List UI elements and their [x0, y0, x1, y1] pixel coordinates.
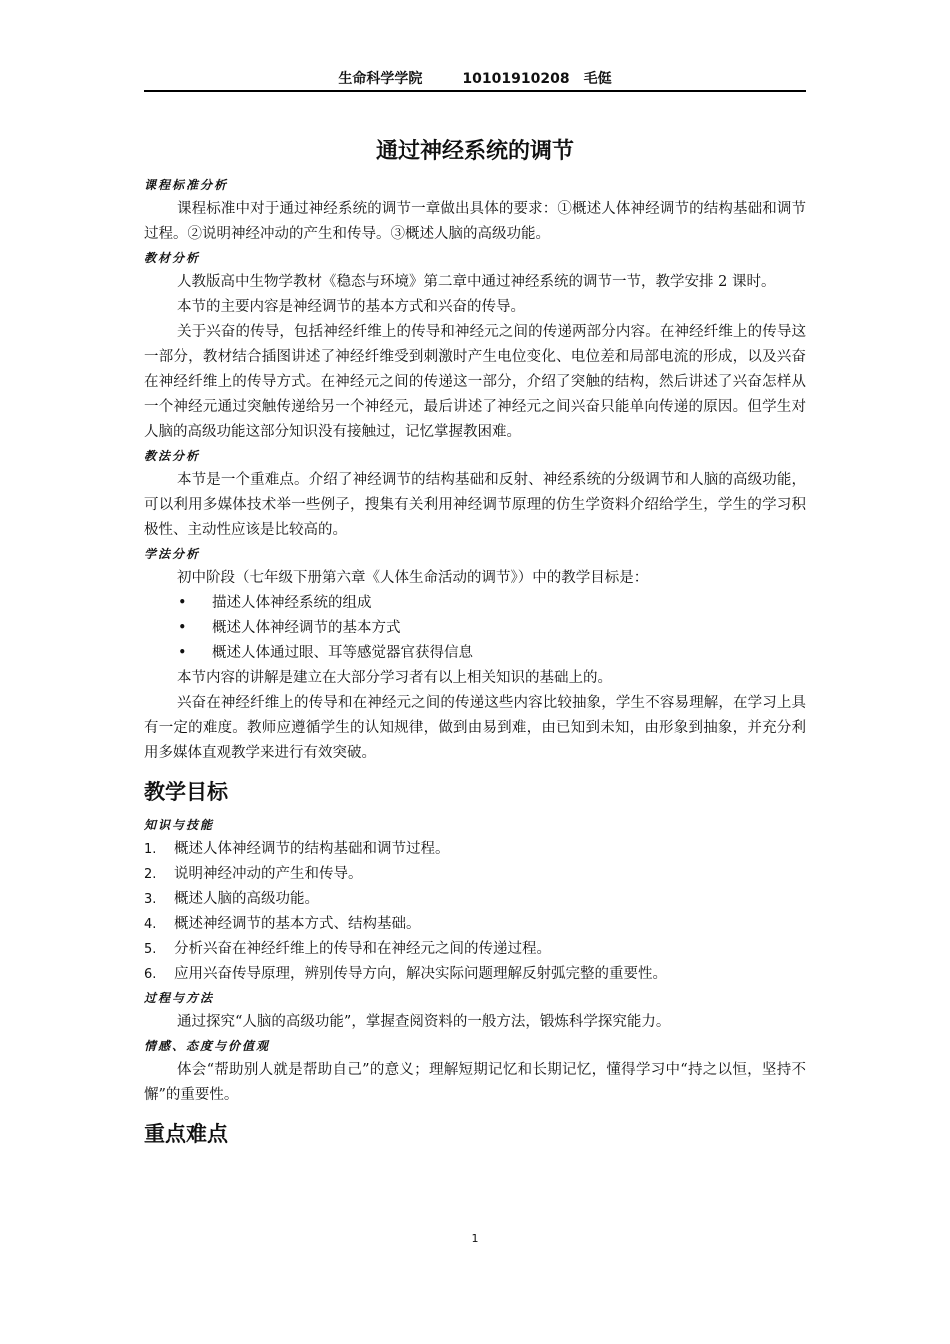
list-item: • 描述人体神经系统的组成 [144, 591, 806, 616]
list-text: 概述人体神经调节的结构基础和调节过程。 [174, 841, 450, 857]
heading-process: 过程与方法 [144, 991, 215, 1005]
list-text: 分析兴奋在神经纤维上的传导和在神经元之间的传递过程。 [174, 941, 551, 957]
list-item [144, 887, 806, 912]
list-item [144, 912, 806, 937]
list-number: 2. [144, 867, 157, 882]
list-item [144, 837, 806, 862]
document-title: 通过神经系统的调节 [375, 139, 574, 164]
header-name: 毛侹 [583, 71, 612, 87]
textbook-paragraph-3: 关于兴奋的传导，包括神经纤维上的传导和神经元之间的传递两部分内容。在神经纤维上的传导这一部分，教材结合插图讲述了神经纤维受到刺激时产生电位变化、电位差和局部电流的形成，以及兴奋在神经纤维上的传导方式。在神经元之间的传递这一部分，介绍了突触的结构，然后讲述了兴奋怎样从一个神经元通过突触传递给另一个神经元，最后讲述了神经元之间兴奋只能单向传递的原因。但学生对人脑的高级功能这部分知识没有接触过，记忆掌握教困难。 [144, 324, 806, 440]
textbook-paragraph-1: 人教版高中生物学教材《稳态与环境》第二章中通过神经系统的调节一节，教学安排 2 课时。 [177, 274, 776, 290]
page-number: 1 [471, 1232, 479, 1245]
curriculum-paragraph: 课程标准中对于通过神经系统的调节一章做出具体的要求：①概述人体神经调节的结构基础和调节过程。②说明神经冲动的产生和传导。③概述人脑的高级功能。 [144, 201, 806, 242]
header-student-id: 10101910208 [462, 71, 570, 87]
heading-learning: 学法分析 [144, 547, 201, 561]
heading-objectives: 教学目标 [144, 780, 228, 804]
list-item [144, 962, 806, 987]
list-number: 6. [144, 967, 157, 982]
learning-paragraph-2: 本节内容的讲解是建立在大部分学习者有以上相关知识的基础上的。 [177, 670, 612, 686]
list-text: 说明神经冲动的产生和传导。 [174, 866, 363, 882]
list-text: 概述神经调节的基本方式、结构基础。 [174, 916, 421, 932]
header-school: 生命科学学院 [338, 71, 423, 87]
list-number: 4. [144, 917, 157, 932]
heading-knowledge: 知识与技能 [144, 818, 215, 832]
list-number: 3. [144, 892, 157, 907]
heading-textbook: 教材分析 [144, 251, 201, 265]
heading-teaching: 教法分析 [144, 449, 201, 463]
list-number: 5. [144, 942, 157, 957]
document-body [144, 134, 806, 1156]
list-number: 1. [144, 842, 157, 857]
process-paragraph: 通过探究“人脑的高级功能”，掌握查阅资料的一般方法，锻炼科学探究能力。 [177, 1014, 671, 1030]
list-item [144, 937, 806, 962]
learning-paragraph-1: 初中阶段（七年级下册第六章《人体生命活动的调节》）中的教学目标是： [177, 570, 649, 586]
page-header [144, 68, 806, 92]
heading-keypoints: 重点难点 [144, 1122, 228, 1146]
list-item: • 概述人体神经调节的基本方式 [144, 616, 806, 641]
emotion-paragraph: 体会“帮助别人就是帮助自己”的意义；理解短期记忆和长期记忆，懂得学习中“持之以恒，坚持不懈”的重要性。 [144, 1062, 806, 1103]
heading-emotion: 情感、态度与价值观 [144, 1039, 271, 1053]
heading-curriculum: 课程标准分析 [144, 178, 229, 192]
list-item [144, 862, 806, 887]
list-text: 应用兴奋传导原理，辨别传导方向，解决实际问题理解反射弧完整的重要性。 [174, 966, 667, 982]
teaching-paragraph: 本节是一个重难点。介绍了神经调节的结构基础和反射、神经系统的分级调节和人脑的高级功能，可以利用多媒体技术举一些例子，搜集有关利用神经调节原理的仿生学资料介绍给学生，学生的学习积极性、主动性应该是比较高的。 [144, 472, 806, 538]
textbook-paragraph-2: 本节的主要内容是神经调节的基本方式和兴奋的传导。 [177, 299, 525, 315]
list-item: • 概述人体通过眼、耳等感觉器官获得信息 [144, 641, 806, 666]
learning-paragraph-3: 兴奋在神经纤维上的传导和在神经元之间的传递这些内容比较抽象，学生不容易理解，在学习上具有一定的难度。教师应遵循学生的认知规律，做到由易到难，由已知到未知，由形象到抽象，并充分利用多媒体直观教学来进行有效突破。 [144, 695, 806, 761]
list-text: 概述人脑的高级功能。 [174, 891, 319, 907]
